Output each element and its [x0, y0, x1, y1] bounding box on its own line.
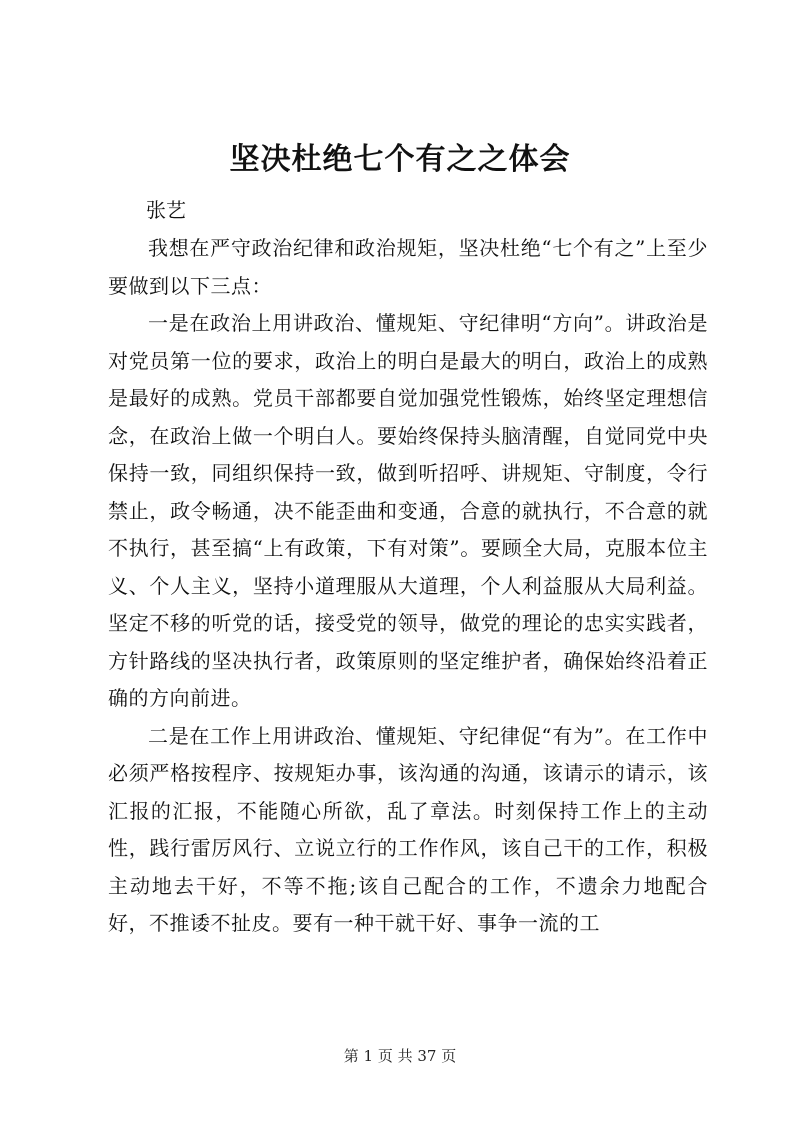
- author-name: 张艺: [146, 198, 186, 222]
- page-footer: 第 1 页 共 37 页: [343, 1047, 457, 1065]
- paragraph-point-two: 二是在工作上用讲政治、懂规矩、守纪律促“有为”。在工作中必须严格按程序、按规矩办事，该沟通的沟通，该请示的请示，该汇报的汇报，不能随心所欲，乱了章法。时刻保持工作上的主动性，践行雷厉风行、立说立行的工作作风，该自己干的工作，积极主动地去干好，不等不拖;该自己配合的工作，不遗余力地配合好，不推诿不扯皮。要有一种干就干好、事争一流的工: [108, 723, 708, 935]
- paragraph-point-one: 一是在政治上用讲政治、懂规矩、守纪律明“方向”。讲政治是对党员第一位的要求，政治上的明白是最大的明白，政治上的成熟是最好的成熟。党员干部都要自觉加强党性锻炼，始终坚定理想信念，在政治上做一个明白人。要始终保持头脑清醒，自觉同党中央保持一致，同组织保持一致，做到听招呼、讲规矩、守制度，令行禁止，政令畅通，决不能歪曲和变通，合意的就执行，不合意的就不执行，甚至搞“上有政策，下有对策”。要顾全大局，克服本位主义、个人主义，坚持小道理服从大道理，个人利益服从大局利益。坚定不移的听党的话，接受党的领导，做党的理论的忠实实践者，方针路线的坚决执行者，政策原则的坚定维护者，确保始终沿着正确的方向前进。: [108, 311, 708, 710]
- document-body: [108, 230, 708, 943]
- paragraph-intro: 我想在严守政治纪律和政治规矩，坚决杜绝“七个有之”上至少要做到以下三点：: [108, 236, 708, 298]
- document-title: 坚决杜绝七个有之之体会: [229, 142, 571, 177]
